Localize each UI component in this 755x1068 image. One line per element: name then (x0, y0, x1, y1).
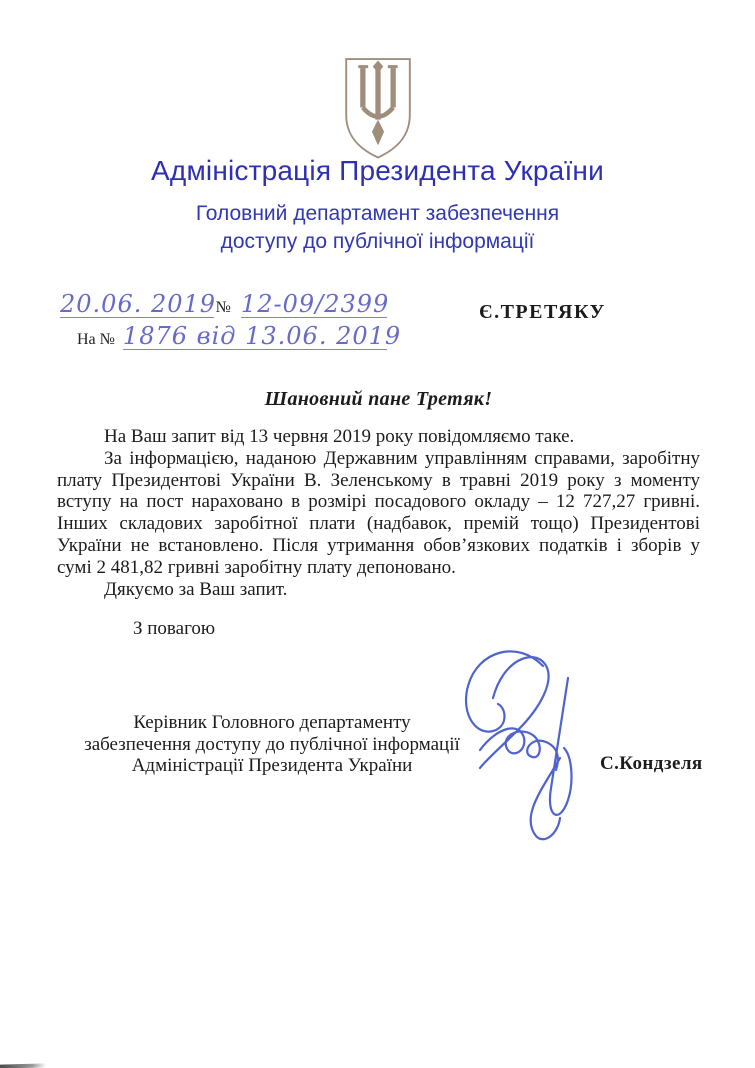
outgoing-reference-line (60, 290, 390, 318)
signer-position-line1: Керівник Головного департаменту (133, 712, 411, 733)
signer-position-block (83, 712, 461, 777)
number-sign-label: № (215, 299, 231, 316)
body-paragraph-3: Дякуємо за Ваш запит. (104, 578, 288, 600)
scan-artifact-mark (0, 1063, 46, 1068)
organization-title: Адміністрація Президента України (151, 155, 604, 186)
incoming-reference-field (122, 322, 402, 351)
ukraine-trident-emblem-icon (340, 56, 416, 162)
reply-to-label: На № (77, 331, 115, 349)
addressee-name: Є.ТРЕТЯКУ (479, 301, 606, 323)
outgoing-date-field (60, 290, 217, 318)
handwritten-number: 12-09/2399 (240, 290, 390, 318)
signer-name: С.Кондзеля (600, 753, 703, 774)
incoming-reference-line (75, 322, 402, 351)
letter-body (57, 426, 700, 600)
department-subtitle (0, 200, 755, 256)
closing-phrase: З повагою (133, 618, 216, 639)
handwritten-incoming-reference: 1876 від 13.06. 2019 (122, 322, 402, 351)
department-subtitle-line1: Головний департамент забезпечення (195, 202, 560, 225)
department-subtitle-line2: доступу до публічної інформації (220, 230, 535, 253)
body-paragraph-1: На Ваш запит від 13 червня 2019 року повідомляємо таке. (104, 426, 575, 447)
outgoing-number-field (240, 290, 390, 318)
body-paragraph-2: За інформацією, наданою Державним управлінням справами, заробітну плату Президентові України В. Зеленському в травні 2019 року з моменту вступу на пост нараховано в розмірі посадового окладу – 12 727,27 гривні. Інших складових заробітної плати (надбавок, премій тощо) Президентові України не встановлено. Після утримання обов’язкових податків і зборів у сумі 2 481,82 гривні заробітну плату депоновано. (57, 447, 700, 578)
salutation-line: Шановний пане Третяк! (264, 388, 493, 410)
handwritten-date: 20.06. 2019 (60, 290, 217, 318)
signer-position-line3: Адміністрації Президента України (131, 755, 413, 776)
handwritten-signature-icon (448, 638, 623, 843)
signer-position-line2: забезпечення доступу до публічної інформації (84, 733, 460, 755)
reference-block (57, 290, 402, 351)
